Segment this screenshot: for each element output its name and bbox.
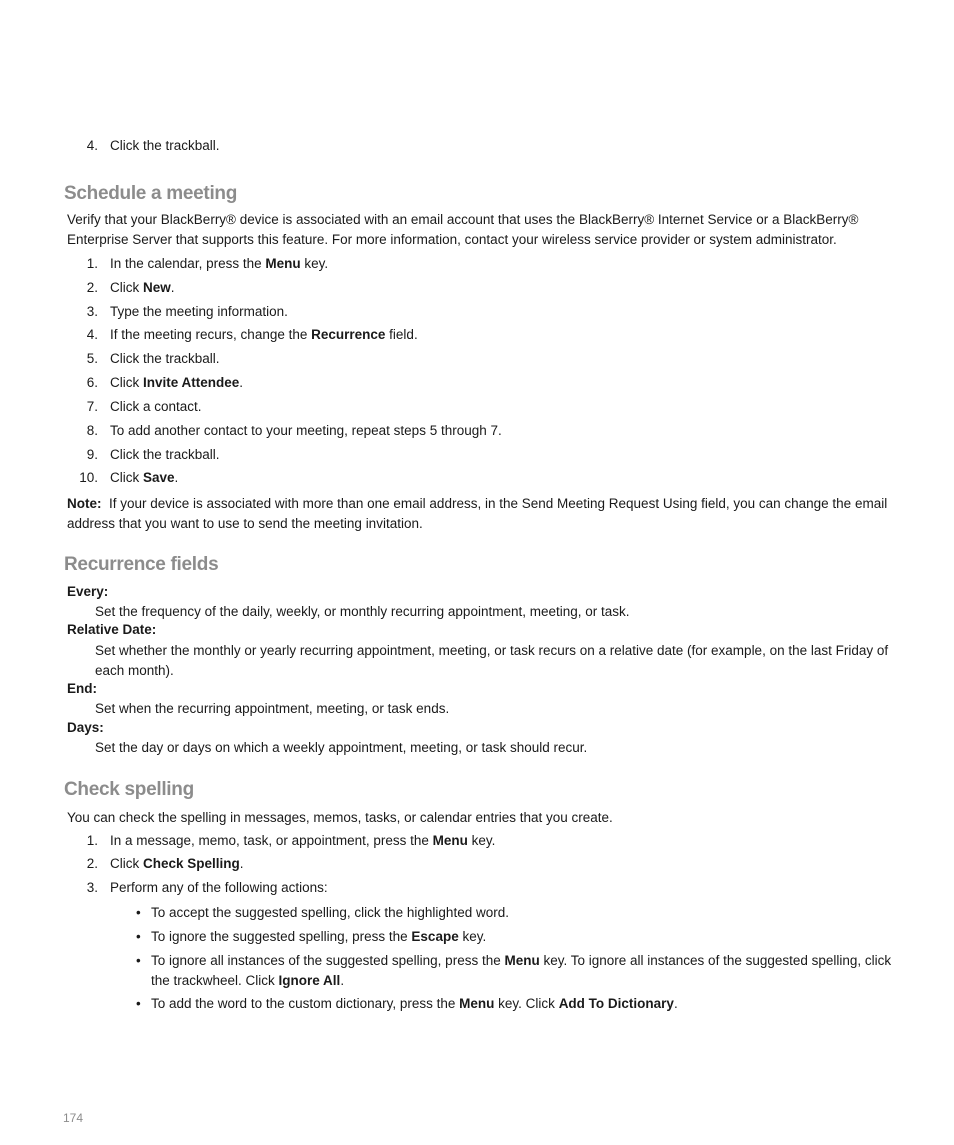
step-number: 9. — [86, 447, 98, 462]
step-number: 8. — [86, 423, 98, 438]
step-text: Type the meeting information. — [110, 304, 288, 319]
step-text: Click New. — [110, 280, 175, 295]
step-text: To add another contact to your meeting, repeat steps 5 through 7. — [110, 423, 502, 438]
note — [67, 494, 897, 533]
section-heading-check-spelling: Check spelling — [64, 779, 194, 800]
step-number: 6. — [86, 375, 98, 390]
bullet-icon: • — [136, 996, 141, 1011]
field-term-every: Every: — [67, 584, 109, 599]
step-text: In the calendar, press the Menu key. — [110, 256, 329, 271]
field-term-end: End: — [67, 681, 97, 696]
note-label: Note: — [67, 496, 102, 511]
field-term-days: Days: — [67, 720, 104, 735]
note-text: If your device is associated with more than one email address, in the Send Meeting Request Using field, you can change the email address that you want to use to send the meeting invitation. — [67, 496, 888, 531]
field-definition-every: Set the frequency of the daily, weekly, or monthly recurring appointment, meeting, or task. — [95, 604, 630, 619]
field-definition-days: Set the day or days on which a weekly appointment, meeting, or task should recur. — [95, 740, 588, 755]
step-number: 3. — [86, 880, 98, 895]
bullet-item — [136, 951, 896, 990]
bullet-icon: • — [136, 905, 141, 920]
schedule-intro: Verify that your BlackBerry® device is associated with an email account that uses the BlackBerry® Internet Service or a BlackBerry® Enterprise Server that supports this feature. For more information, contact your wireless service provider or system administrator. — [67, 212, 859, 247]
step-text: In a message, memo, task, or appointment, press the Menu key. — [110, 833, 496, 848]
step-text: Click the trackball. — [110, 138, 220, 153]
step-text: If the meeting recurs, change the Recurrence field. — [110, 327, 418, 342]
bullet-item — [136, 903, 896, 923]
field-definition-end: Set when the recurring appointment, meeting, or task ends. — [95, 701, 450, 716]
page-number: 174 — [63, 1111, 84, 1125]
field-definition-relative-date: Set whether the monthly or yearly recurring appointment, meeting, or task recurs on a relative date (for example, on the last Friday of each month). — [95, 643, 889, 678]
step-text: Click the trackball. — [110, 351, 220, 366]
step-number: 4. — [86, 138, 98, 153]
bullet-text: To add the word to the custom dictionary, press the Menu key. Click Add To Dictionary. — [151, 996, 678, 1011]
bullet-text: To ignore all instances of the suggested spelling, press the Menu key. To ignore all instances of the suggested spelling, click the trackwheel. Click Ignore All. — [151, 953, 892, 988]
field-term-relative-date: Relative Date: — [67, 622, 157, 637]
step-text: Click a contact. — [110, 399, 202, 414]
section-heading-recurrence-fields: Recurrence fields — [64, 554, 219, 575]
bullet-text: To accept the suggested spelling, click the highlighted word. — [151, 905, 509, 920]
step-text: Perform any of the following actions: — [110, 880, 328, 895]
step-number: 1. — [86, 833, 98, 848]
step-number: 10. — [79, 470, 98, 485]
step-number: 3. — [86, 304, 98, 319]
bullet-text: To ignore the suggested spelling, press the Escape key. — [151, 929, 487, 944]
step-number: 1. — [86, 256, 98, 271]
step-text: Click Save. — [110, 470, 179, 485]
step-number: 4. — [86, 327, 98, 342]
step-text: Click Invite Attendee. — [110, 375, 244, 390]
bullet-item — [136, 927, 896, 947]
step-text: Click Check Spelling. — [110, 856, 244, 871]
step-number: 2. — [86, 856, 98, 871]
section-heading-schedule-meeting: Schedule a meeting — [64, 183, 238, 204]
bullet-icon: • — [136, 953, 141, 968]
bullet-item — [136, 994, 896, 1014]
step-number: 7. — [86, 399, 98, 414]
step-text: Click the trackball. — [110, 447, 220, 462]
spelling-intro: You can check the spelling in messages, memos, tasks, or calendar entries that you create. — [67, 810, 613, 825]
step-number: 2. — [86, 280, 98, 295]
bullet-icon: • — [136, 929, 141, 944]
step-number: 5. — [86, 351, 98, 366]
